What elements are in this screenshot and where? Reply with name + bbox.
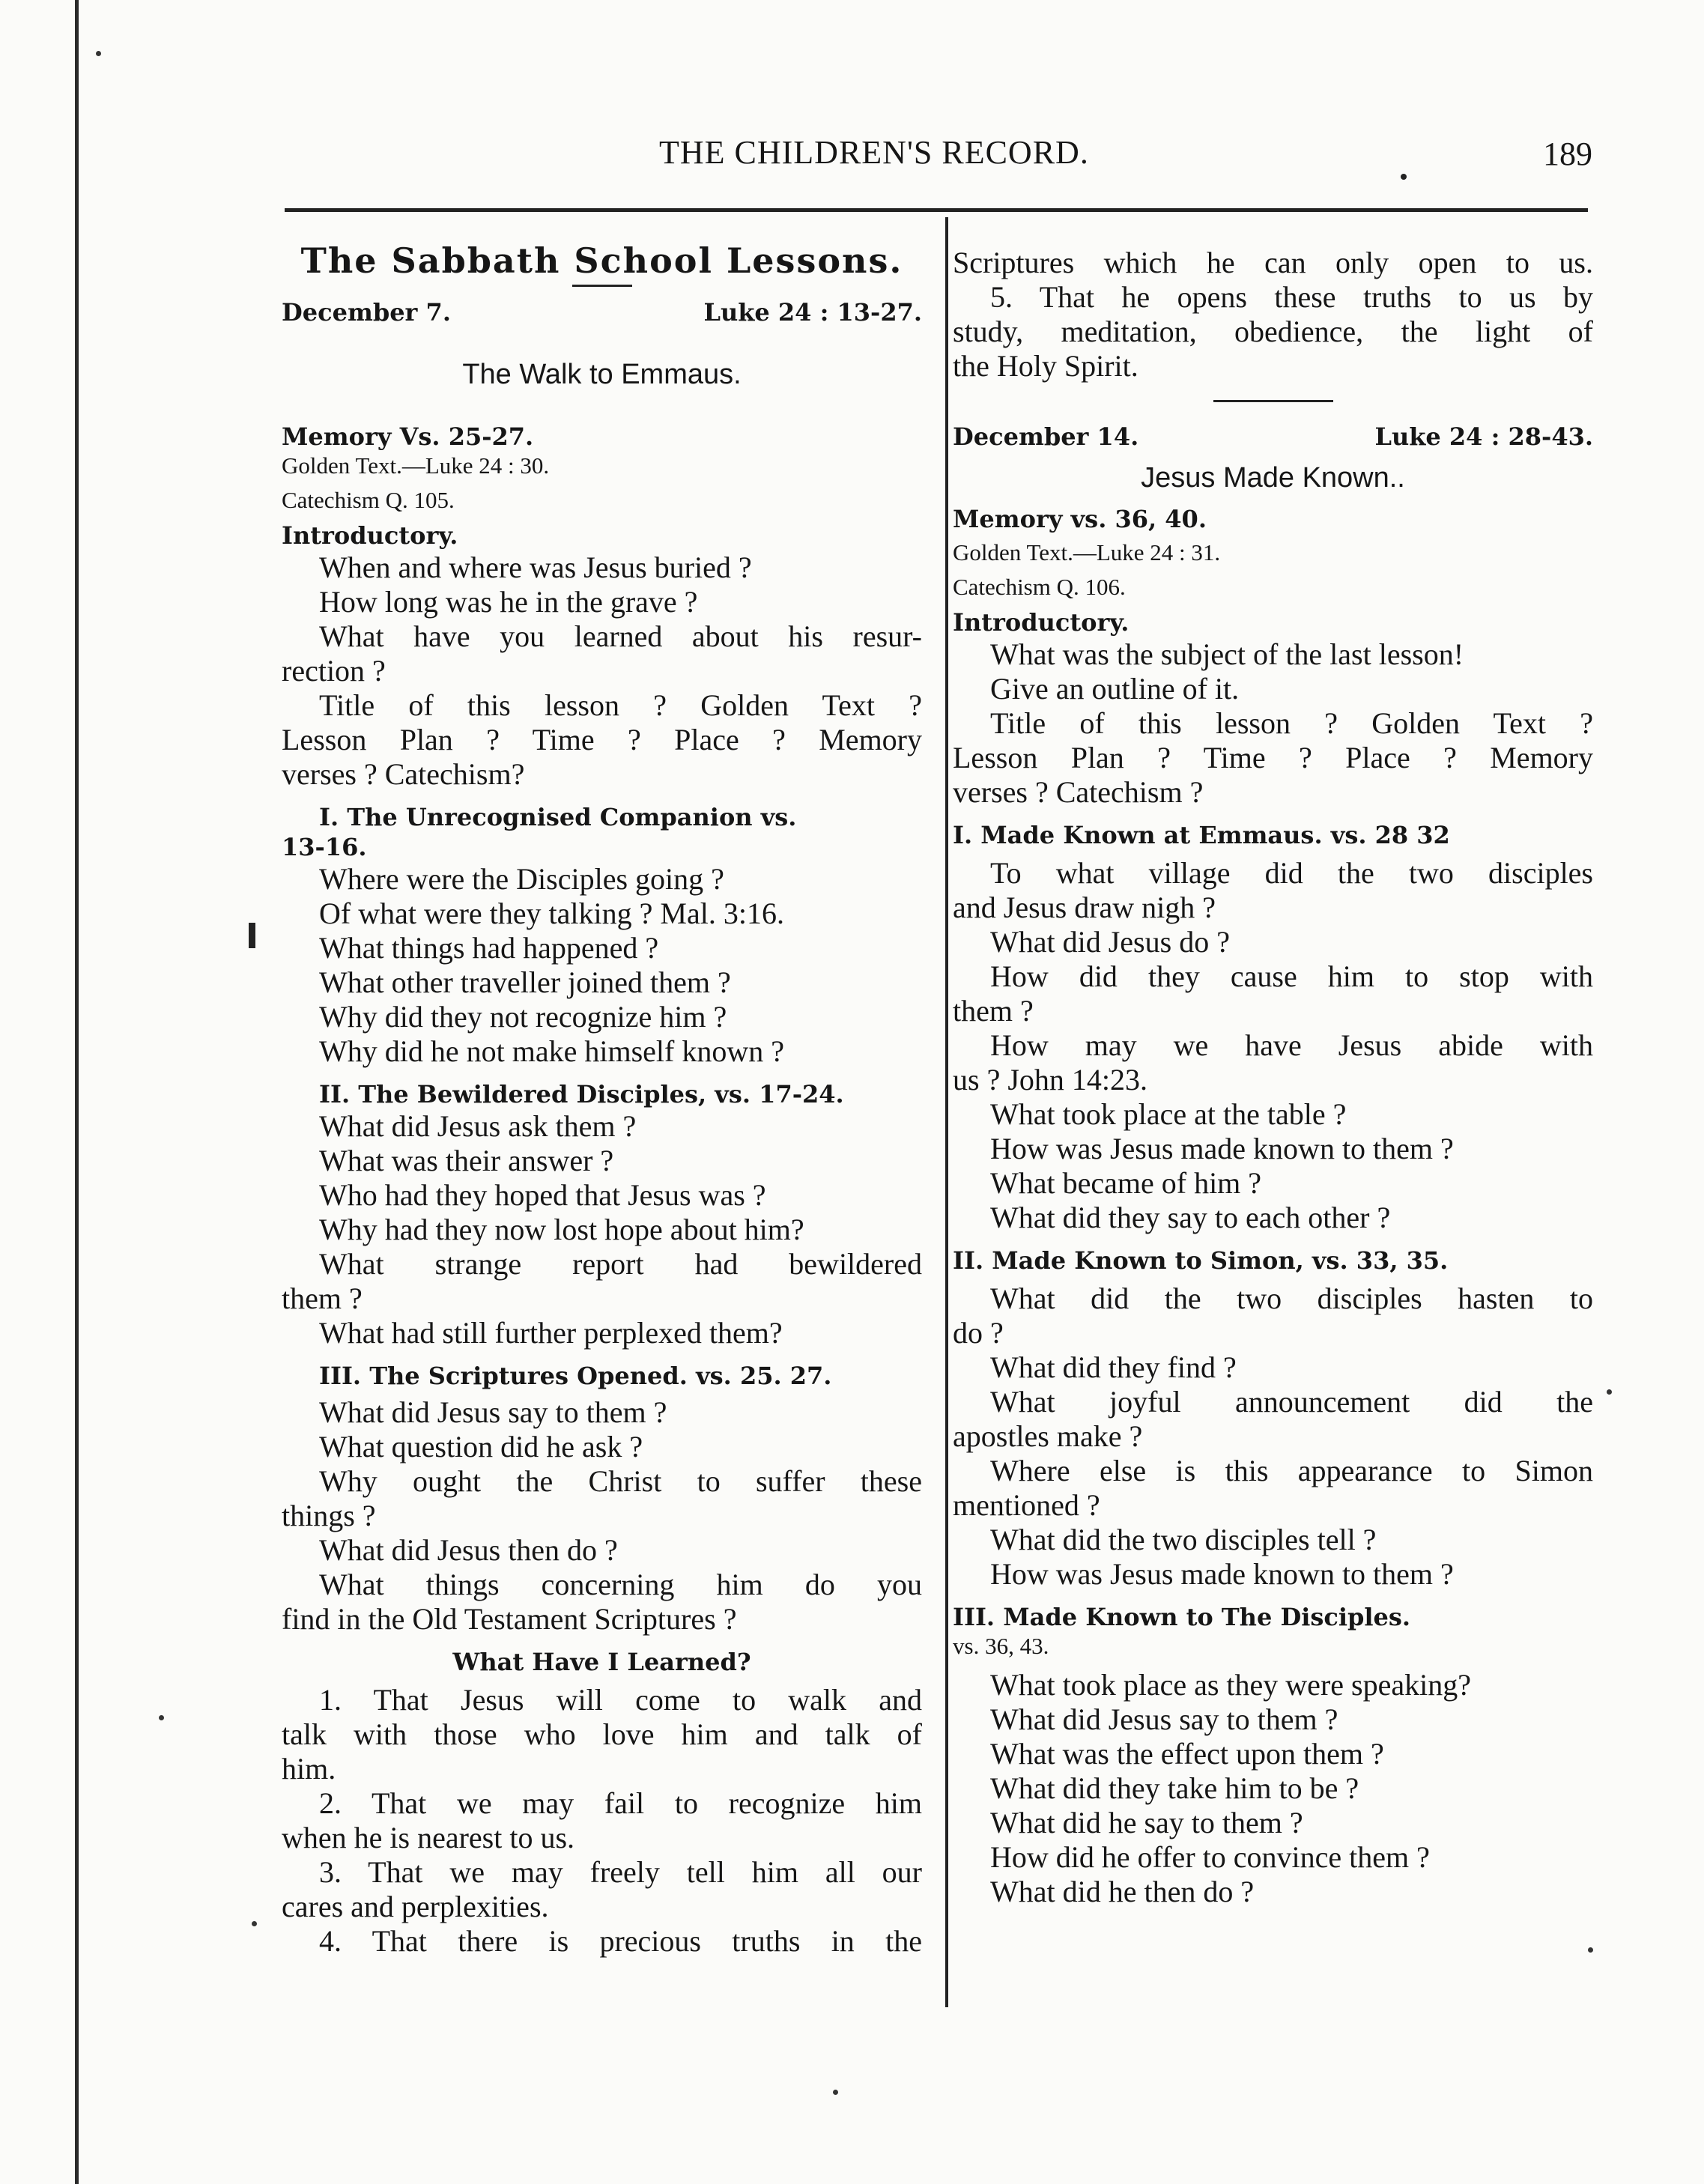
text-line: verses ? Catechism?	[282, 757, 525, 791]
text-line: him.	[282, 1752, 336, 1786]
speck	[96, 51, 101, 56]
section-heading: 13-16.	[282, 833, 367, 861]
lesson-reference: Luke 24 : 13-27.	[703, 298, 922, 327]
section-heading: II. Made Known to Simon, vs. 33, 35.	[953, 1246, 1449, 1275]
text-line: What did Jesus do ?	[990, 925, 1230, 959]
text-line: How did they cause him to stop with	[990, 959, 1593, 993]
text-line: What did Jesus say to them ?	[990, 1702, 1338, 1736]
text-line: 5. That he opens these truths to us by	[990, 280, 1593, 314]
section-heading: III. Made Known to The Disciples.	[953, 1603, 1411, 1631]
lesson-title: The Walk to Emmaus.	[462, 359, 742, 390]
left-column	[282, 225, 922, 1959]
section-heading: I. The Unrecognised Companion vs.	[319, 803, 797, 831]
lesson-reference: Luke 24 : 28-43.	[1374, 422, 1593, 451]
text-line: do ?	[953, 1316, 1004, 1350]
text-line: find in the Old Testament Scriptures ?	[282, 1602, 737, 1636]
text-line: What was their answer ?	[319, 1144, 614, 1177]
lesson-date: December 14.	[953, 422, 1139, 451]
text-line: What was the effect upon them ?	[990, 1737, 1384, 1771]
text-line: mentioned ?	[953, 1488, 1100, 1522]
text-line: How long was he in the grave ?	[319, 585, 698, 619]
margin-mark	[249, 923, 255, 948]
text-line: What did the two disciples tell ?	[990, 1523, 1377, 1556]
header-rule	[285, 208, 1588, 212]
text-line: What had still further perplexed them?	[319, 1316, 783, 1350]
text-line: Who had they hoped that Jesus was ?	[319, 1178, 766, 1212]
speck	[833, 2090, 838, 2095]
text-line: What question did he ask ?	[319, 1430, 643, 1463]
text-line: 2. That we may fail to recognize him	[319, 1786, 922, 1820]
text-line: What became of him ?	[990, 1166, 1262, 1200]
text-line: What did he say to them ?	[990, 1806, 1303, 1839]
text-line: What took place at the table ?	[990, 1097, 1347, 1131]
text-line: What did he then do ?	[990, 1875, 1255, 1908]
text-line: the Holy Spirit.	[953, 349, 1138, 383]
lesson-date: December 7.	[282, 298, 451, 327]
text-line: What strange report had bewildered	[319, 1247, 922, 1281]
text-line: and Jesus draw nigh ?	[953, 891, 1216, 924]
title-rule	[572, 285, 632, 287]
speck	[1607, 1389, 1612, 1395]
text-line: What other traveller joined them ?	[319, 965, 731, 999]
introductory-heading: Introductory.	[953, 608, 1130, 637]
text-line: 3. That we may freely tell him all our	[319, 1855, 922, 1889]
learned-heading: What Have I Learned?	[452, 1648, 751, 1676]
section-heading-ref: vs. 36, 43.	[953, 1633, 1049, 1659]
text-line: Title of this lesson ? Golden Text ?	[990, 706, 1593, 740]
text-line: when he is nearest to us.	[282, 1821, 575, 1854]
text-line: What have you learned about his resur-	[319, 619, 922, 653]
section-heading: II. The Bewildered Disciples, vs. 17-24.	[319, 1080, 844, 1108]
text-line: things ?	[282, 1499, 376, 1532]
text-line: How did he offer to convince them ?	[990, 1840, 1430, 1874]
text-line: them ?	[282, 1281, 363, 1315]
speck	[1588, 1947, 1593, 1953]
text-line: How may we have Jesus abide with	[990, 1028, 1593, 1062]
text-line: What did the two disciples hasten to	[990, 1281, 1593, 1315]
text-line: Of what were they talking ? Mal. 3:16.	[319, 897, 784, 930]
lesson-title: Jesus Made Known..	[1141, 462, 1405, 494]
text-line: rection ?	[282, 654, 386, 688]
text-line: Lesson Plan ? Time ? Place ? Memory	[953, 741, 1593, 774]
right-column	[953, 225, 1593, 1909]
speck	[252, 1921, 257, 1926]
catechism: Catechism Q. 105.	[282, 487, 455, 513]
text-line: How was Jesus made known to them ?	[990, 1132, 1454, 1165]
text-line: Why did they not recognize him ?	[319, 1000, 727, 1034]
text-line: What things had happened ?	[319, 931, 659, 965]
text-line: apostles make ?	[953, 1419, 1143, 1453]
text-line: Why did he not make himself known ?	[319, 1034, 784, 1068]
text-line: What did Jesus ask them ?	[319, 1109, 637, 1143]
text-line: What did they take him to be ?	[990, 1771, 1359, 1805]
page-number: 189	[1543, 136, 1592, 172]
text-line: Title of this lesson ? Golden Text ?	[319, 688, 922, 722]
text-line: verses ? Catechism ?	[953, 775, 1204, 809]
speck	[159, 1715, 164, 1720]
text-line: 1. That Jesus will come to walk and	[319, 1683, 922, 1717]
text-line: What was the subject of the last lesson!	[990, 637, 1464, 671]
text-line: What took place as they were speaking?	[990, 1668, 1471, 1702]
section-title: The Sabbath School Lessons.	[300, 240, 903, 281]
text-line: Where were the Disciples going ?	[319, 862, 724, 896]
memory-verses: Memory Vs. 25-27.	[282, 422, 534, 451]
text-line: How was Jesus made known to them ?	[990, 1557, 1454, 1591]
text-line: When and where was Jesus buried ?	[319, 550, 752, 584]
text-line: Where else is this appearance to Simon	[990, 1454, 1593, 1487]
text-line: Why ought the Christ to suffer these	[319, 1464, 922, 1498]
header-dot	[1401, 174, 1407, 180]
text-line: us ? John 14:23.	[953, 1063, 1147, 1096]
section-heading: I. Made Known at Emmaus. vs. 28 32	[953, 821, 1450, 849]
text-line: What did Jesus say to them ?	[319, 1395, 667, 1429]
text-line: To what village did the two disciples	[990, 856, 1593, 890]
section-heading: III. The Scriptures Opened. vs. 25. 27.	[319, 1362, 832, 1390]
text-line: them ?	[953, 994, 1034, 1028]
text-line: What things concerning him do you	[319, 1568, 922, 1601]
golden-text: Golden Text.—Luke 24 : 30.	[282, 452, 550, 479]
catechism: Catechism Q. 106.	[953, 574, 1126, 600]
text-line: What did they say to each other ?	[990, 1201, 1391, 1234]
running-header-title: THE CHILDREN'S RECORD.	[659, 134, 1089, 171]
text-line: study, meditation, obedience, the light of	[953, 315, 1593, 348]
golden-text: Golden Text.—Luke 24 : 31.	[953, 539, 1221, 565]
lesson-date-row	[953, 422, 1593, 452]
text-line: Lesson Plan ? Time ? Place ? Memory	[282, 723, 922, 756]
text-line: talk with those who love him and talk of	[282, 1717, 922, 1751]
page-edge-line	[75, 0, 79, 2184]
text-line: What joyful announcement did the	[990, 1385, 1593, 1419]
column-divider	[945, 217, 948, 2007]
text-line: cares and perplexities.	[282, 1890, 549, 1923]
lesson-date-row	[282, 297, 922, 327]
text-line: What did they find ?	[990, 1350, 1237, 1384]
lesson-divider-rule	[1213, 400, 1333, 402]
text-line: Why had they now lost hope about him?	[319, 1213, 804, 1246]
memory-verses: Memory vs. 36, 40.	[953, 505, 1207, 533]
text-line: What did Jesus then do ?	[319, 1533, 618, 1567]
introductory-heading: Introductory.	[282, 521, 458, 550]
text-line: 4. That there is precious truths in the	[319, 1924, 922, 1958]
text-line: Give an outline of it.	[990, 672, 1240, 706]
text-line: Scriptures which he can only open to us.	[953, 246, 1593, 279]
